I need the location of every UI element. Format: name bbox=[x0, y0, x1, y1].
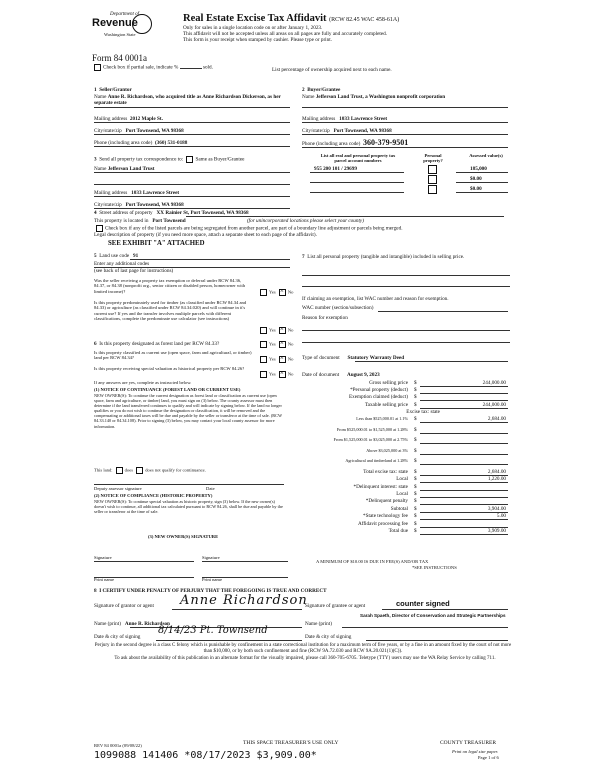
seller-phone-value[interactable]: (360) 531-0188 bbox=[154, 140, 188, 146]
street-address: 4 Street address of property XX Rainier St, Port Townsend, WA 98368 bbox=[94, 210, 249, 216]
dollar-sign: $ bbox=[414, 394, 417, 401]
correspondence-name-value[interactable]: Jefferson Land Trust bbox=[107, 166, 155, 172]
buyer-name: Name Jefferson Land Trust, a Washington nonprofit corporation bbox=[302, 94, 446, 100]
parcels-col1: List all real and personal property tax parcel account numbers bbox=[320, 153, 396, 164]
dollar-sign: $ bbox=[414, 498, 417, 505]
new-owner-signature-heading: (3) NEW OWNER(S) SIGNATURE bbox=[148, 534, 219, 539]
tax-bracket-label: From $1,525,000.01 to $3,025,000 at 2.75% bbox=[333, 437, 408, 443]
additional-codes: Enter any additional codes bbox=[94, 261, 150, 267]
header-sub1: Only for sales in a single location code on or after January 1, 2023. bbox=[183, 25, 323, 31]
parcel-number[interactable]: 955 200 101 / 29699 bbox=[314, 166, 357, 172]
dollar-sign: $ bbox=[414, 387, 417, 394]
seller-mailing: Mailing address 2012 Maple St. bbox=[94, 116, 163, 122]
tax-total-label: *Delinquent interest: state bbox=[353, 483, 408, 490]
dollar-sign: $ bbox=[414, 476, 417, 483]
exemption-no-checkbox[interactable] bbox=[279, 289, 286, 296]
current-use-question: Is this property classified as current use (open space, farm and agricultural, or timber) land per RCW 84.34? bbox=[94, 350, 252, 361]
deputy-date: Date bbox=[206, 486, 215, 491]
tax-total-value[interactable]: 3,904.00 bbox=[487, 505, 506, 512]
dollar-sign: $ bbox=[414, 426, 417, 433]
deputy-signature: Deputy assessor signature bbox=[94, 486, 142, 491]
buyer-mailing: Mailing address 1033 Lawrence Street bbox=[302, 116, 388, 122]
claim-exemption: If claiming an exemption, list WAC number and reason for exemption. bbox=[302, 296, 449, 302]
personal-property-checkbox[interactable] bbox=[428, 175, 437, 184]
excise-tax-state: Excise tax: state bbox=[406, 408, 440, 415]
land-does-not-checkbox[interactable] bbox=[136, 467, 143, 474]
seller-name: Name Anne R. Richardson, who acquired title as Anne Richardson Dickerson, as her separate estate bbox=[94, 94, 281, 107]
wac-number: WAC number (section/subsection) bbox=[302, 305, 374, 311]
tax-total-value[interactable]: 1,220.00 bbox=[487, 476, 506, 483]
grantee-signature-label: Signature of grantee or agent bbox=[305, 603, 366, 609]
same-as-buyer-checkbox[interactable] bbox=[186, 156, 193, 163]
forest-yes-no: Yes × No bbox=[258, 341, 293, 348]
tax-bracket-label: Agricultural and timberland at 1.28% bbox=[345, 458, 408, 464]
tax-total-value[interactable]: 2,684.00 bbox=[487, 468, 506, 475]
owner-print-1: Print name bbox=[94, 577, 115, 582]
dollar-sign: $ bbox=[414, 447, 417, 454]
exhibit-a: SEE EXHIBIT "A" ATTACHED bbox=[108, 240, 205, 247]
buyer-mailing-value[interactable]: 1033 Lawrence Street bbox=[339, 116, 388, 122]
treasurer-use: THIS SPACE TREASURER'S USE ONLY bbox=[243, 740, 339, 746]
header-sub2: This affidavit will not be accepted unless all areas on all pages are fully and accurately completed. bbox=[183, 31, 388, 37]
reason-exemption: Reason for exemption bbox=[302, 315, 348, 321]
dollar-sign: $ bbox=[414, 458, 417, 465]
tax-row-label: Taxable selling price bbox=[364, 401, 408, 408]
grantee-date-label: Date & city of signing bbox=[305, 634, 352, 640]
notice-compliance-text: NEW OWNER(S): To continue special valuation as historic property, sign (3) below. If the new owner(s) doesn't wish to continue, all additional tax calculated pursuant to RCW 84.26, shall be due and payable by the seller or transferor at the time of sale. bbox=[94, 499, 283, 515]
legal-description-label: Legal description of property (if you need more space, attach a separate sheet to each page of the affidavit). bbox=[94, 232, 317, 238]
tax-bracket-value[interactable]: 2,684.00 bbox=[487, 416, 506, 423]
tax-row-value[interactable]: 244,000.00 bbox=[482, 401, 506, 408]
revenue-logo bbox=[92, 12, 162, 52]
buyer-name-value[interactable]: Jefferson Land Trust, a Washington nonprofit corporation bbox=[315, 94, 446, 100]
list-percentage: List percentage of ownership acquired next to each name. bbox=[272, 67, 392, 73]
dollar-sign: $ bbox=[414, 513, 417, 520]
cashier-stamp: 1099088 141406 *08/17/2023 $3,909.00* bbox=[94, 750, 317, 761]
form-title bbox=[183, 13, 399, 24]
timber-question: Is this property predominately used for timber (as classified under RCW 84.34 and 84.33) or agriculture (as classified under RCW 84.34.020) and will continue in it's current use? If yes and the transfer involves multiple parcels with different classifications, complete the predominate use calculator (see instructions) bbox=[94, 300, 247, 322]
buyer-city: City/state/zip Port Townsend, WA 98368 bbox=[302, 128, 392, 134]
seller-mailing-value[interactable]: 2012 Maple St. bbox=[129, 116, 163, 122]
tax-total-label: Local bbox=[396, 476, 408, 483]
location: This property is located in Port Townsend (for unincorporated locations please select your county) bbox=[94, 218, 364, 224]
agency-label: Revenue bbox=[92, 17, 138, 29]
land-use-code-value[interactable]: 91 bbox=[133, 253, 139, 259]
seller-city: City/state/zip Port Townsend, WA 98368 bbox=[94, 128, 184, 134]
tax-row-value[interactable]: 244,000.00 bbox=[482, 380, 506, 386]
tax-row-label: Exemption claimed (deduct) bbox=[348, 394, 408, 401]
dollar-sign: $ bbox=[414, 380, 417, 386]
seller-phone: Phone (including area code) (360) 531-0188 bbox=[94, 140, 188, 146]
dollar-sign: $ bbox=[414, 491, 417, 497]
notice-continuance-heading: (1) NOTICE OF CONTINUANCE (FOREST LAND OR CURRENT USE) bbox=[94, 387, 241, 392]
tax-row-label: *Personal property (deduct) bbox=[350, 387, 408, 394]
timber-yes-checkbox[interactable] bbox=[260, 327, 267, 334]
grantor-signature-label: Signature of grantor or agent bbox=[94, 603, 154, 609]
personal-property-label: 7 List all personal property (tangible and intangible) included in selling price. bbox=[302, 254, 465, 260]
tax-total-label: Total due bbox=[388, 528, 408, 534]
page-number: Page 1 of 6 bbox=[478, 755, 499, 760]
location-value[interactable]: Port Townsend bbox=[152, 218, 186, 224]
state-label: Washington State bbox=[104, 32, 136, 37]
personal-property-checkbox[interactable] bbox=[428, 165, 437, 174]
correspondence-city-value[interactable]: Port Townsend, WA 98368 bbox=[125, 202, 184, 208]
timber-yes-no: Yes × No bbox=[258, 327, 293, 334]
seller-heading: 1 Seller/Grantor bbox=[94, 87, 132, 93]
grantor-name: Name (print) Anne R. Richardson bbox=[94, 621, 170, 627]
dollar-sign: $ bbox=[414, 416, 417, 423]
grantor-date-city[interactable]: 8/14/23 Pt. Townsend bbox=[158, 625, 268, 636]
document-date: Date of document August 9, 2023 bbox=[302, 372, 380, 378]
if-yes: If any answers are yes, complete as instructed below. bbox=[94, 380, 192, 385]
current-use-no-checkbox[interactable] bbox=[279, 356, 286, 363]
tax-bracket-label: From $525,000.01 to $1,525,000 at 1.28% bbox=[336, 426, 408, 432]
dept-label: Department of bbox=[110, 12, 140, 17]
historic-yes-no: Yes × No bbox=[258, 371, 293, 378]
grantee-name[interactable]: Sarah Spaeth, Director of Conservation and Strategic Partnerships bbox=[360, 613, 506, 618]
dollar-sign: $ bbox=[414, 401, 417, 408]
timber-no-checkbox[interactable] bbox=[279, 327, 286, 334]
parcels-col3: Assessed value(s) bbox=[469, 153, 503, 158]
sold-label: sold. bbox=[202, 64, 213, 71]
parcels-col2: Personal property? bbox=[423, 153, 443, 164]
see-back: (see back of last page for instructions) bbox=[94, 268, 174, 274]
assessed-value[interactable]: 185,000 bbox=[470, 166, 487, 172]
exemption-yes-no: Yes × No bbox=[258, 289, 293, 296]
correspondence-mailing-value[interactable]: 1033 Lawrence Street bbox=[131, 190, 180, 196]
land-qualify: This land: does does not qualify for continuance. bbox=[94, 467, 206, 473]
grantee-name-label: Name (print) bbox=[305, 621, 332, 627]
forest-yes-checkbox[interactable] bbox=[260, 341, 267, 348]
assessed-value[interactable]: $0.00 bbox=[470, 186, 482, 192]
exemption-yes-checkbox[interactable] bbox=[260, 289, 267, 296]
document-date-value[interactable]: August 9, 2023 bbox=[346, 372, 380, 378]
seller-city-value[interactable]: Port Townsend, WA 98368 bbox=[125, 128, 184, 134]
title-ref: (RCW 82.45 WAC 458-61A) bbox=[329, 17, 400, 23]
segregation-check: Check box if any of the listed parcels are being segregated from another parcel, are part of a boundary line adjustment or parcels being merged. bbox=[94, 225, 403, 232]
partial-label: Check box if partial sale, indicate % bbox=[103, 64, 179, 71]
buyer-city-value[interactable]: Port Townsend, WA 98368 bbox=[333, 128, 392, 134]
historic-no-checkbox[interactable] bbox=[279, 371, 286, 378]
tax-row-label: Gross selling price bbox=[369, 380, 408, 386]
owner-signature-1: Signature bbox=[94, 555, 112, 560]
form-number: Form 84 0001a bbox=[92, 53, 147, 63]
owner-print-2: Print name bbox=[202, 577, 223, 582]
title-text: Real Estate Excise Tax Affidavit bbox=[183, 13, 327, 24]
grantor-name-value[interactable]: Anne R. Richardson bbox=[124, 621, 170, 627]
land-use-code: 5 Land use code 91 bbox=[94, 253, 139, 259]
logo-circle-icon bbox=[132, 14, 152, 34]
perjury-text: Perjury in the second degree is a class C felony which is punishable by confinement in a state correctional institution for a maximum term of five years, or by a fine in an amount fixed by the court of not more than $10,000, or by both such confinement and fine (RCW 9A.72.030 and RCW 9A.20.021(1)(C)). bbox=[94, 643, 512, 654]
segregation-checkbox[interactable] bbox=[96, 225, 103, 232]
historic-yes-checkbox[interactable] bbox=[260, 371, 267, 378]
correspondence-city: City/state/zip Port Townsend, WA 98368 bbox=[94, 202, 184, 208]
notice-continuance-text: NEW OWNER(S): To continue the current designation as forest land or classification as current use (open space, farm and agriculture, or timber) land, you must sign on (3) below. The county assessor must then determine if the land transferred continues to qualify and will indicate by signing below. If the land no longer qualifies or you do not wish to continue the designation or classification, it will be removed and the compensating or additional taxes will be due and payable by the seller or transferor at the time of sale. (RCW 84.33.140 or 84.34.108). Prior to signing (3) below, you may contact your local county assessor for more information. bbox=[94, 393, 282, 429]
dollar-sign: $ bbox=[414, 437, 417, 444]
grantor-signature[interactable]: Anne Richardson bbox=[180, 593, 308, 608]
dollar-sign: $ bbox=[414, 468, 417, 475]
historic-question: Is this property receiving special valuation as historical property per RCW 84.26? bbox=[94, 366, 245, 371]
buyer-phone: Phone (including area code) 360-379-9501 bbox=[302, 138, 409, 147]
current-use-yes-checkbox[interactable] bbox=[260, 356, 267, 363]
tax-bracket-label: Above $3,025,000 at 3% bbox=[366, 447, 408, 453]
assessed-value[interactable]: $0.00 bbox=[470, 176, 482, 182]
dollar-sign: $ bbox=[414, 505, 417, 512]
dollar-sign: $ bbox=[414, 528, 417, 534]
partial-sale bbox=[92, 64, 213, 71]
grantor-date-label: Date & city of signing bbox=[94, 634, 141, 640]
document-type-value[interactable]: Statutory Warranty Deed bbox=[347, 355, 405, 361]
tax-bracket-label: Less than $525,000.01 at 1.1% bbox=[356, 416, 408, 422]
revision: REV 84 0001a (09/08/22) bbox=[94, 743, 142, 748]
forest-no-checkbox[interactable] bbox=[279, 341, 286, 348]
correspondence-label: 3 Send all property tax correspondence to: Same as Buyer/Grantee bbox=[94, 156, 245, 163]
tax-total-label: *Delinquent penalty bbox=[365, 498, 408, 505]
county-treasurer: COUNTY TREASURER bbox=[440, 740, 497, 746]
tax-total-label: Total excise tax: state bbox=[363, 468, 408, 475]
tax-total-label: Affidavit processing fee bbox=[357, 520, 408, 527]
tax-total-label: Local bbox=[396, 491, 408, 497]
exemption-question: Was the seller receiving a property tax exemption or deferral under RCW 84.36, 84.37, or 84.38 (nonprofit org., senior citizen or disabled person, homeowner with limited income)? bbox=[94, 278, 246, 294]
buyer-heading: 2 Buyer/Grantee bbox=[302, 87, 341, 93]
header-sub3: This form is your receipt when stamped by cashier. Please type or print. bbox=[183, 37, 332, 43]
seller-name-value[interactable]: Anne R. Richardson, who acquired title as Anne Richardson Dickerson, as her separate estate bbox=[94, 94, 281, 107]
correspondence-name: Name Jefferson Land Trust bbox=[94, 166, 155, 172]
buyer-phone-value[interactable]: 360-379-9501 bbox=[362, 138, 409, 147]
document-type: Type of document Statutory Warranty Deed bbox=[302, 355, 405, 361]
grantee-signature[interactable]: counter signed bbox=[396, 599, 450, 608]
dollar-sign: $ bbox=[414, 483, 417, 490]
partial-sale-checkbox[interactable] bbox=[94, 64, 101, 71]
owner-signature-2: Signature bbox=[202, 555, 220, 560]
notice-compliance-heading: (2) NOTICE OF COMPLIANCE (HISTORIC PROPERTY) bbox=[94, 493, 213, 498]
current-use-yes-no: Yes × No bbox=[258, 356, 293, 363]
minimum-due: A MINIMUM OF $10.00 IS DUE IN FEE(S) AND/OR TAX bbox=[316, 559, 429, 564]
forest-question: 6 Is this property designated as forest land per RCW 84.33? bbox=[94, 341, 220, 347]
tax-total-value[interactable]: 5.00 bbox=[496, 513, 506, 520]
land-does-checkbox[interactable] bbox=[116, 467, 123, 474]
tax-total-label: *State technology fee bbox=[363, 513, 408, 520]
accessibility-text: To ask about the availability of this publication in an alternate format for the visually impaired, please call 360-705-6705. Teletype (TTY) users may use the WA Relay Service by calling 711. bbox=[114, 656, 496, 661]
personal-property-checkbox[interactable] bbox=[428, 185, 437, 194]
dollar-sign: $ bbox=[414, 520, 417, 527]
tax-total-label: Subtotal bbox=[390, 505, 408, 512]
correspondence-mailing: Mailing address 1033 Lawrence Street bbox=[94, 190, 180, 196]
legal-paper: Print on legal size paper. bbox=[452, 749, 499, 754]
see-instructions: *SEE INSTRUCTIONS bbox=[412, 565, 457, 570]
tax-total-value[interactable]: 3,909.00 bbox=[487, 528, 506, 534]
street-address-value[interactable]: XX Rainier St, Port Townsend, WA 98368 bbox=[156, 210, 249, 216]
certify: 8 I CERTIFY UNDER PENALTY OF PERJURY THAT THE FOREGOING IS TRUE AND CORRECT bbox=[94, 588, 327, 594]
